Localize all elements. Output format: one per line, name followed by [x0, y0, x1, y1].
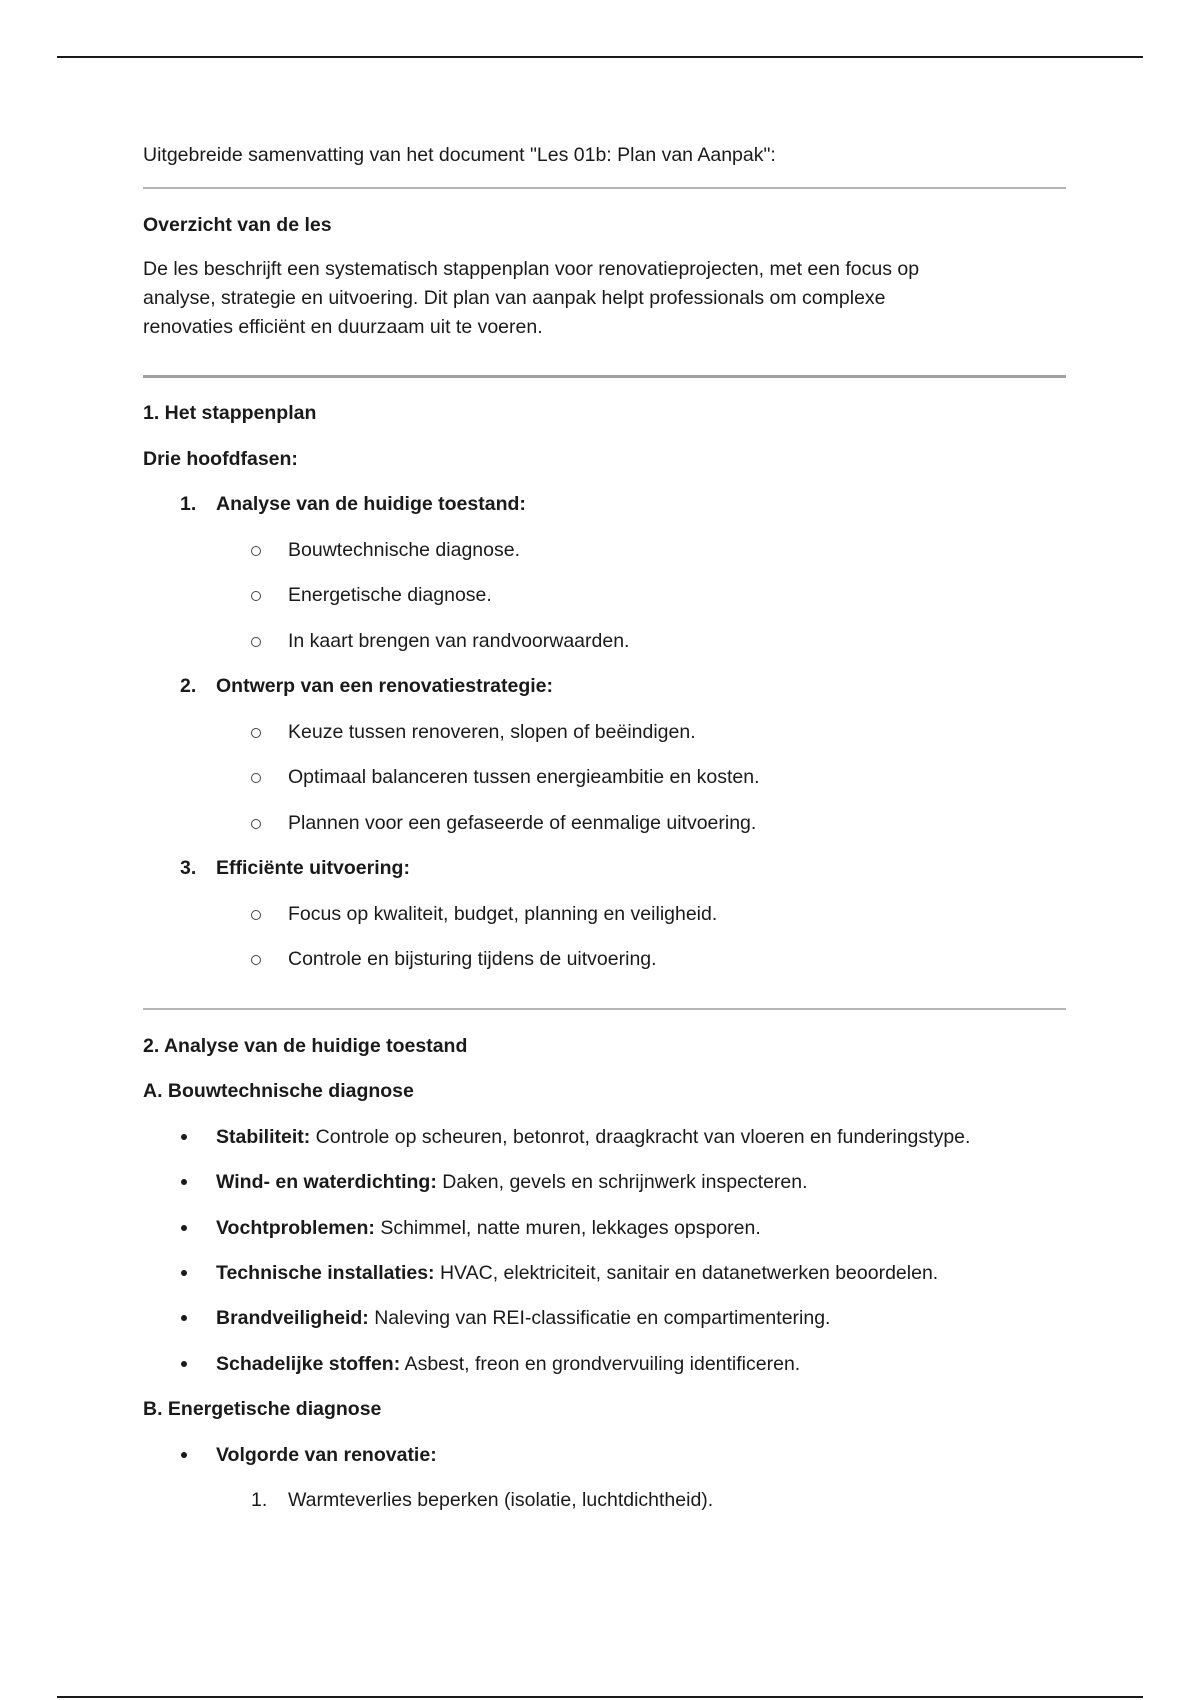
list-item-text: Focus op kwaliteit, budget, planning en veiligheid. [288, 903, 718, 925]
section1-heading: 1. Het stappenplan [143, 402, 317, 424]
bullet-icon [181, 1225, 187, 1231]
overview-heading: Overzicht van de les [143, 214, 332, 236]
list-item-text: Bouwtechnische diagnose. [288, 539, 520, 561]
partA-heading: A. Bouwtechnische diagnose [143, 1080, 414, 1102]
step-text: Warmteverlies beperken (isolatie, luchtdichtheid). [288, 1489, 714, 1511]
circle-bullet-icon [251, 728, 261, 738]
overview-line: analyse, strategie en uitvoering. Dit plan van aanpak helpt professionals om complexe [143, 287, 886, 309]
bullet-icon [181, 1315, 187, 1321]
separator [143, 187, 1066, 189]
separator [143, 1008, 1066, 1010]
separator [143, 375, 1066, 378]
bullet-icon [181, 1452, 187, 1458]
bullet-label: Vochtproblemen: [216, 1217, 375, 1239]
phase-item [143, 853, 1063, 883]
phase-number: 1. [180, 493, 197, 515]
list-item [143, 1167, 1063, 1197]
partB-heading: B. Energetische diagnose [143, 1398, 382, 1420]
bullet-text: HVAC, elektriciteit, sanitair en datanetwerken beoordelen. [434, 1262, 939, 1284]
step-number: 1. [251, 1489, 268, 1511]
overview-section [143, 210, 1063, 342]
bullet-text: Controle op scheuren, betonrot, draagkracht van vloeren en funderingstype. [310, 1126, 971, 1148]
bullet-text: Naleving van REI-classificatie en compartimentering. [368, 1307, 831, 1329]
intro-text: Uitgebreide samenvatting van het document "Les 01b: Plan van Aanpak": [143, 144, 776, 166]
list-item-text: Optimaal balanceren tussen energieambitie en kosten. [288, 766, 760, 788]
list-item [143, 580, 1063, 610]
circle-bullet-icon [251, 955, 261, 965]
list-item-text: In kaart brengen van randvoorwaarden. [288, 630, 630, 652]
bullet-label: Wind- en waterdichting: [216, 1171, 437, 1193]
phase-number: 2. [180, 675, 197, 697]
bullet-text: Schimmel, natte muren, lekkages opsporen. [374, 1217, 761, 1239]
list-item [143, 1303, 1063, 1333]
list-item-text: Plannen voor een gefaseerde of eenmalige uitvoering. [288, 812, 757, 834]
circle-bullet-icon [251, 637, 261, 647]
page-bottom-rule [57, 1696, 1143, 1698]
bullet-label: Brandveiligheid: [216, 1307, 369, 1329]
list-item [143, 1213, 1063, 1243]
phase-title: Ontwerp van een renovatiestrategie: [216, 675, 554, 697]
overview-line: renovaties efficiënt en duurzaam uit te voeren. [143, 316, 543, 338]
list-item [143, 899, 1063, 929]
bullet-icon [181, 1179, 187, 1185]
list-item [143, 762, 1063, 792]
list-item-text: Keuze tussen renoveren, slopen of beëindigen. [288, 721, 696, 743]
list-item [143, 1122, 1063, 1152]
list-item [143, 1258, 1063, 1288]
bullet-label: Stabiliteit: [216, 1126, 311, 1148]
phase-item [143, 489, 1063, 519]
list-item [143, 626, 1063, 656]
bullet-icon [181, 1361, 187, 1367]
bullet-text: Asbest, freon en grondvervuiling identificeren. [400, 1353, 801, 1375]
section-analyse [143, 1031, 1063, 1515]
page-top-rule [57, 56, 1143, 58]
overview-line: De les beschrijft een systematisch stappenplan voor renovatieprojecten, met een focus op [143, 258, 920, 280]
circle-bullet-icon [251, 546, 261, 556]
bullet-label: Technische installaties: [216, 1262, 435, 1284]
bullet-label: Volgorde van renovatie: [216, 1444, 437, 1466]
list-item-text: Energetische diagnose. [288, 584, 492, 606]
circle-bullet-icon [251, 910, 261, 920]
section1-subheading: Drie hoofdfasen: [143, 448, 298, 470]
phase-title: Analyse van de huidige toestand: [216, 493, 526, 515]
list-item [143, 1440, 1063, 1470]
phase-title: Efficiënte uitvoering: [216, 857, 410, 879]
circle-bullet-icon [251, 591, 261, 601]
section2-heading: 2. Analyse van de huidige toestand [143, 1035, 468, 1057]
circle-bullet-icon [251, 773, 261, 783]
document-body [143, 140, 1063, 1515]
phase-number: 3. [180, 857, 197, 879]
circle-bullet-icon [251, 819, 261, 829]
bullet-icon [181, 1134, 187, 1140]
list-item [143, 1485, 1063, 1515]
bullet-icon [181, 1270, 187, 1276]
list-item [143, 808, 1063, 838]
list-item [143, 717, 1063, 747]
list-item [143, 1349, 1063, 1379]
list-item [143, 535, 1063, 565]
bullet-text: Daken, gevels en schrijnwerk inspecteren. [436, 1171, 808, 1193]
list-item [143, 944, 1063, 974]
phase-item [143, 671, 1063, 701]
bullet-label: Schadelijke stoffen: [216, 1353, 401, 1375]
list-item-text: Controle en bijsturing tijdens de uitvoering. [288, 948, 657, 970]
section-stappenplan [143, 398, 1063, 974]
